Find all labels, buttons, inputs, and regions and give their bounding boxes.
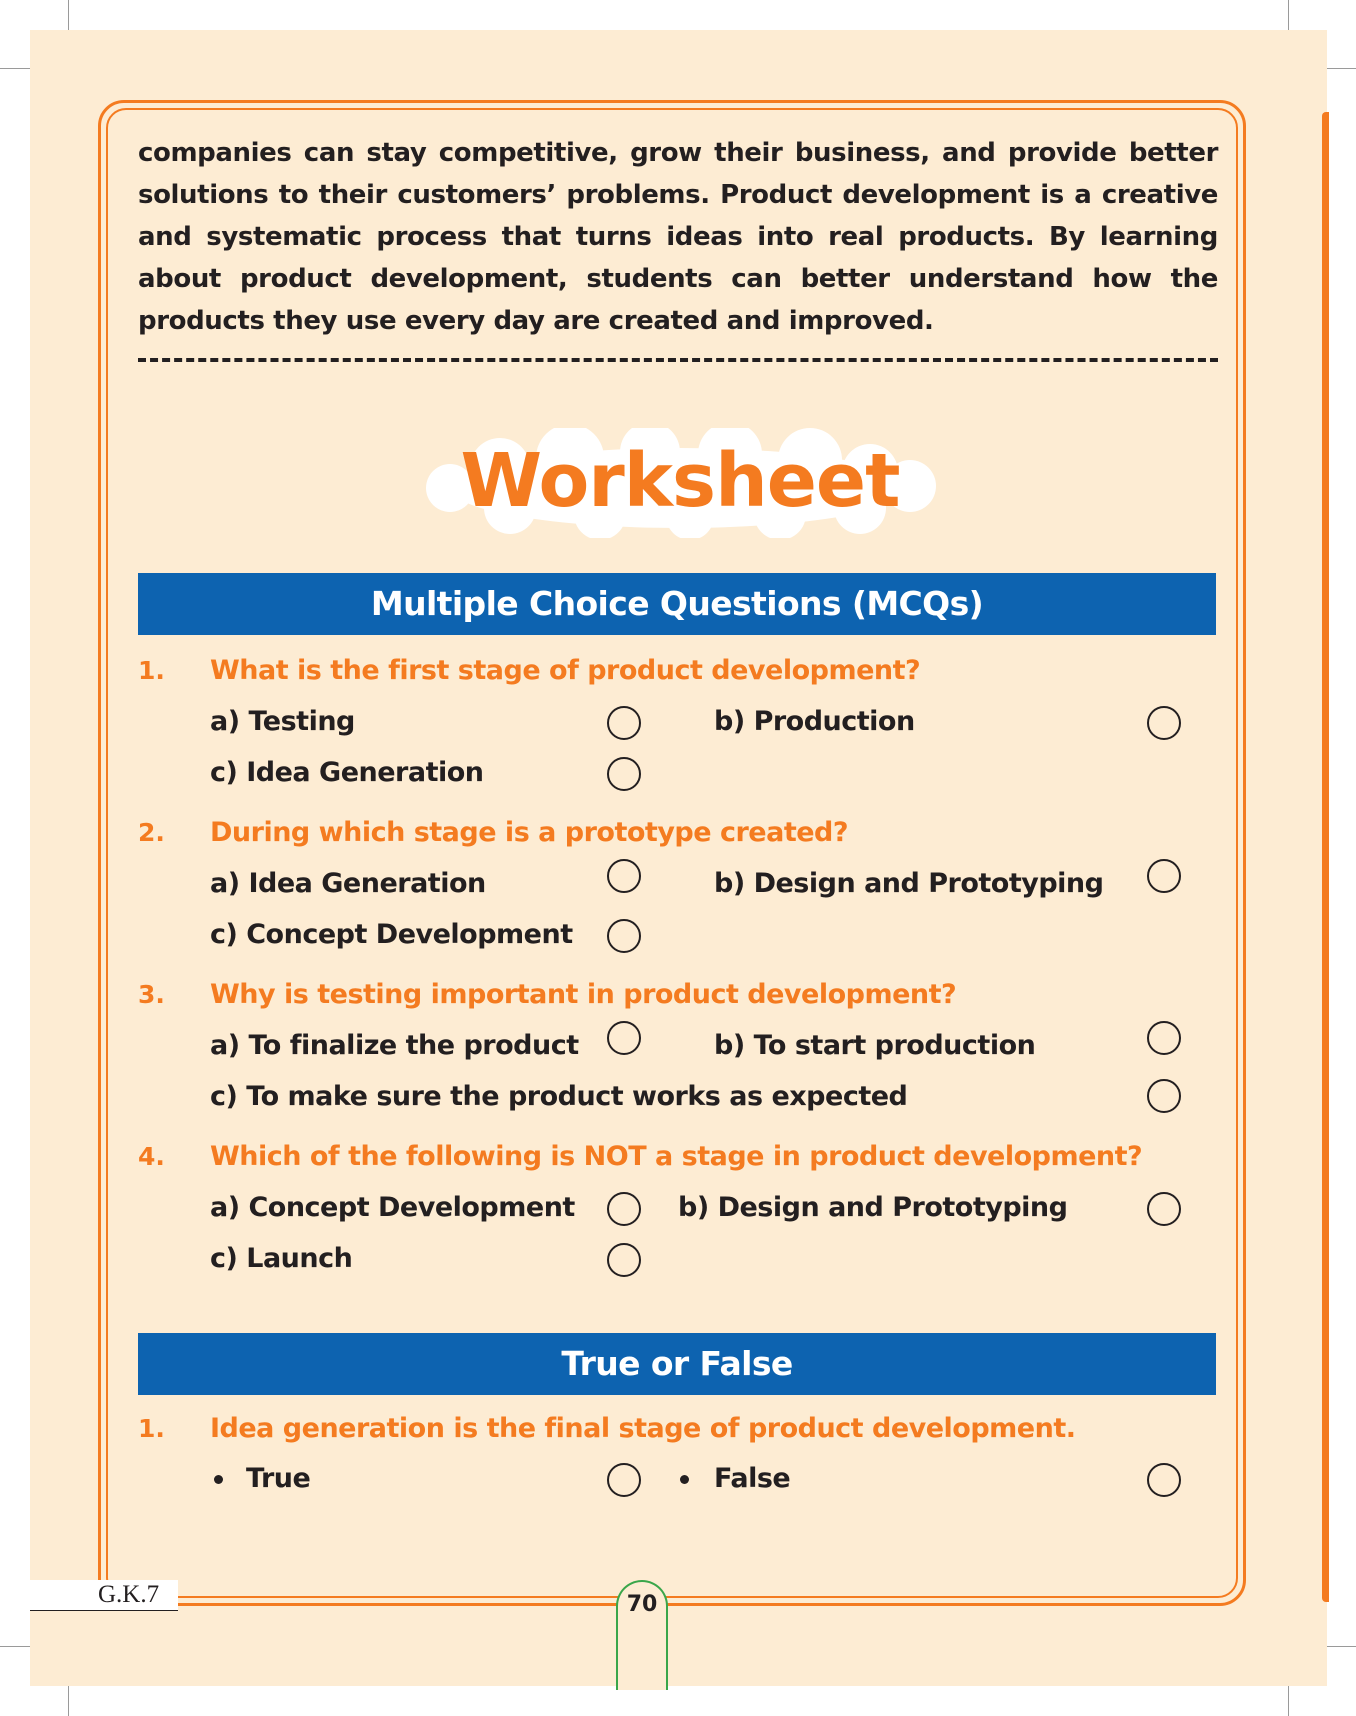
answer-circle[interactable] bbox=[1147, 706, 1181, 740]
question-number: 2. bbox=[138, 818, 165, 847]
option-label: a) Idea Generation bbox=[210, 868, 486, 899]
answer-circle[interactable] bbox=[607, 1243, 641, 1277]
answer-circle[interactable] bbox=[1147, 859, 1181, 893]
answer-circle[interactable] bbox=[607, 919, 641, 953]
crop-mark bbox=[1288, 1686, 1289, 1716]
false-label: False bbox=[714, 1463, 791, 1494]
true-label: True bbox=[246, 1463, 311, 1494]
side-accent-strip bbox=[1322, 112, 1329, 1602]
answer-circle[interactable] bbox=[1147, 1192, 1181, 1226]
crop-mark bbox=[68, 0, 69, 30]
answer-circle[interactable] bbox=[607, 1021, 641, 1055]
option-label: b) To start production bbox=[714, 1030, 1036, 1061]
question-number: 3. bbox=[138, 980, 165, 1009]
answer-circle[interactable] bbox=[1147, 1463, 1181, 1497]
answer-circle[interactable] bbox=[607, 1463, 641, 1497]
option-label: b) Production bbox=[714, 706, 915, 737]
question-number: 4. bbox=[138, 1142, 165, 1171]
option-label: b) Design and Prototyping bbox=[678, 1192, 1068, 1223]
answer-circle[interactable] bbox=[607, 757, 641, 791]
option-label: a) Concept Development bbox=[210, 1192, 575, 1223]
crop-mark bbox=[1288, 0, 1289, 30]
crop-mark bbox=[0, 68, 30, 69]
question-text: Idea generation is the final stage of product development. bbox=[210, 1413, 1076, 1444]
answer-circle[interactable] bbox=[1147, 1079, 1181, 1113]
crop-mark bbox=[0, 1646, 30, 1647]
mcq-heading: Multiple Choice Questions (MCQs) bbox=[138, 573, 1216, 635]
question-text: Why is testing important in product development? bbox=[210, 979, 957, 1010]
answer-circle[interactable] bbox=[1147, 1021, 1181, 1055]
option-label: c) Launch bbox=[210, 1243, 353, 1274]
question-number: 1. bbox=[138, 656, 165, 685]
option-label: a) Testing bbox=[210, 706, 355, 737]
answer-circle[interactable] bbox=[607, 706, 641, 740]
dashed-divider bbox=[138, 358, 1218, 362]
book-code: G.K.7 bbox=[30, 1580, 178, 1611]
answer-circle[interactable] bbox=[607, 859, 641, 893]
answer-circle[interactable] bbox=[607, 1192, 641, 1226]
question-text: During which stage is a prototype created? bbox=[210, 817, 849, 848]
crop-mark bbox=[1327, 68, 1356, 69]
option-label: c) Concept Development bbox=[210, 919, 573, 950]
page-number: 70 bbox=[616, 1580, 668, 1690]
question-text: Which of the following is NOT a stage in product development? bbox=[210, 1141, 1143, 1172]
question-number: 1. bbox=[138, 1414, 165, 1443]
intro-paragraph: companies can stay competitive, grow their business, and provide better solutions to their customers’ problems. Product development is a creative and systematic process that turns ideas into real products. By learning about product development, students can better understand how the products they use every day are created and improved. bbox=[138, 138, 1218, 336]
option-label: c) To make sure the product works as expected bbox=[210, 1081, 908, 1112]
question-text: What is the first stage of product development? bbox=[210, 655, 921, 686]
crop-mark bbox=[68, 1686, 69, 1716]
true-false-heading: True or False bbox=[138, 1333, 1216, 1395]
option-label: b) Design and Prototyping bbox=[714, 868, 1104, 899]
bullet-icon bbox=[680, 1475, 689, 1484]
bullet-icon bbox=[214, 1475, 223, 1484]
crop-mark bbox=[1327, 1646, 1356, 1647]
option-label: a) To finalize the product bbox=[210, 1030, 579, 1061]
option-label: c) Idea Generation bbox=[210, 757, 484, 788]
worksheet-title: Worksheet bbox=[460, 438, 900, 524]
